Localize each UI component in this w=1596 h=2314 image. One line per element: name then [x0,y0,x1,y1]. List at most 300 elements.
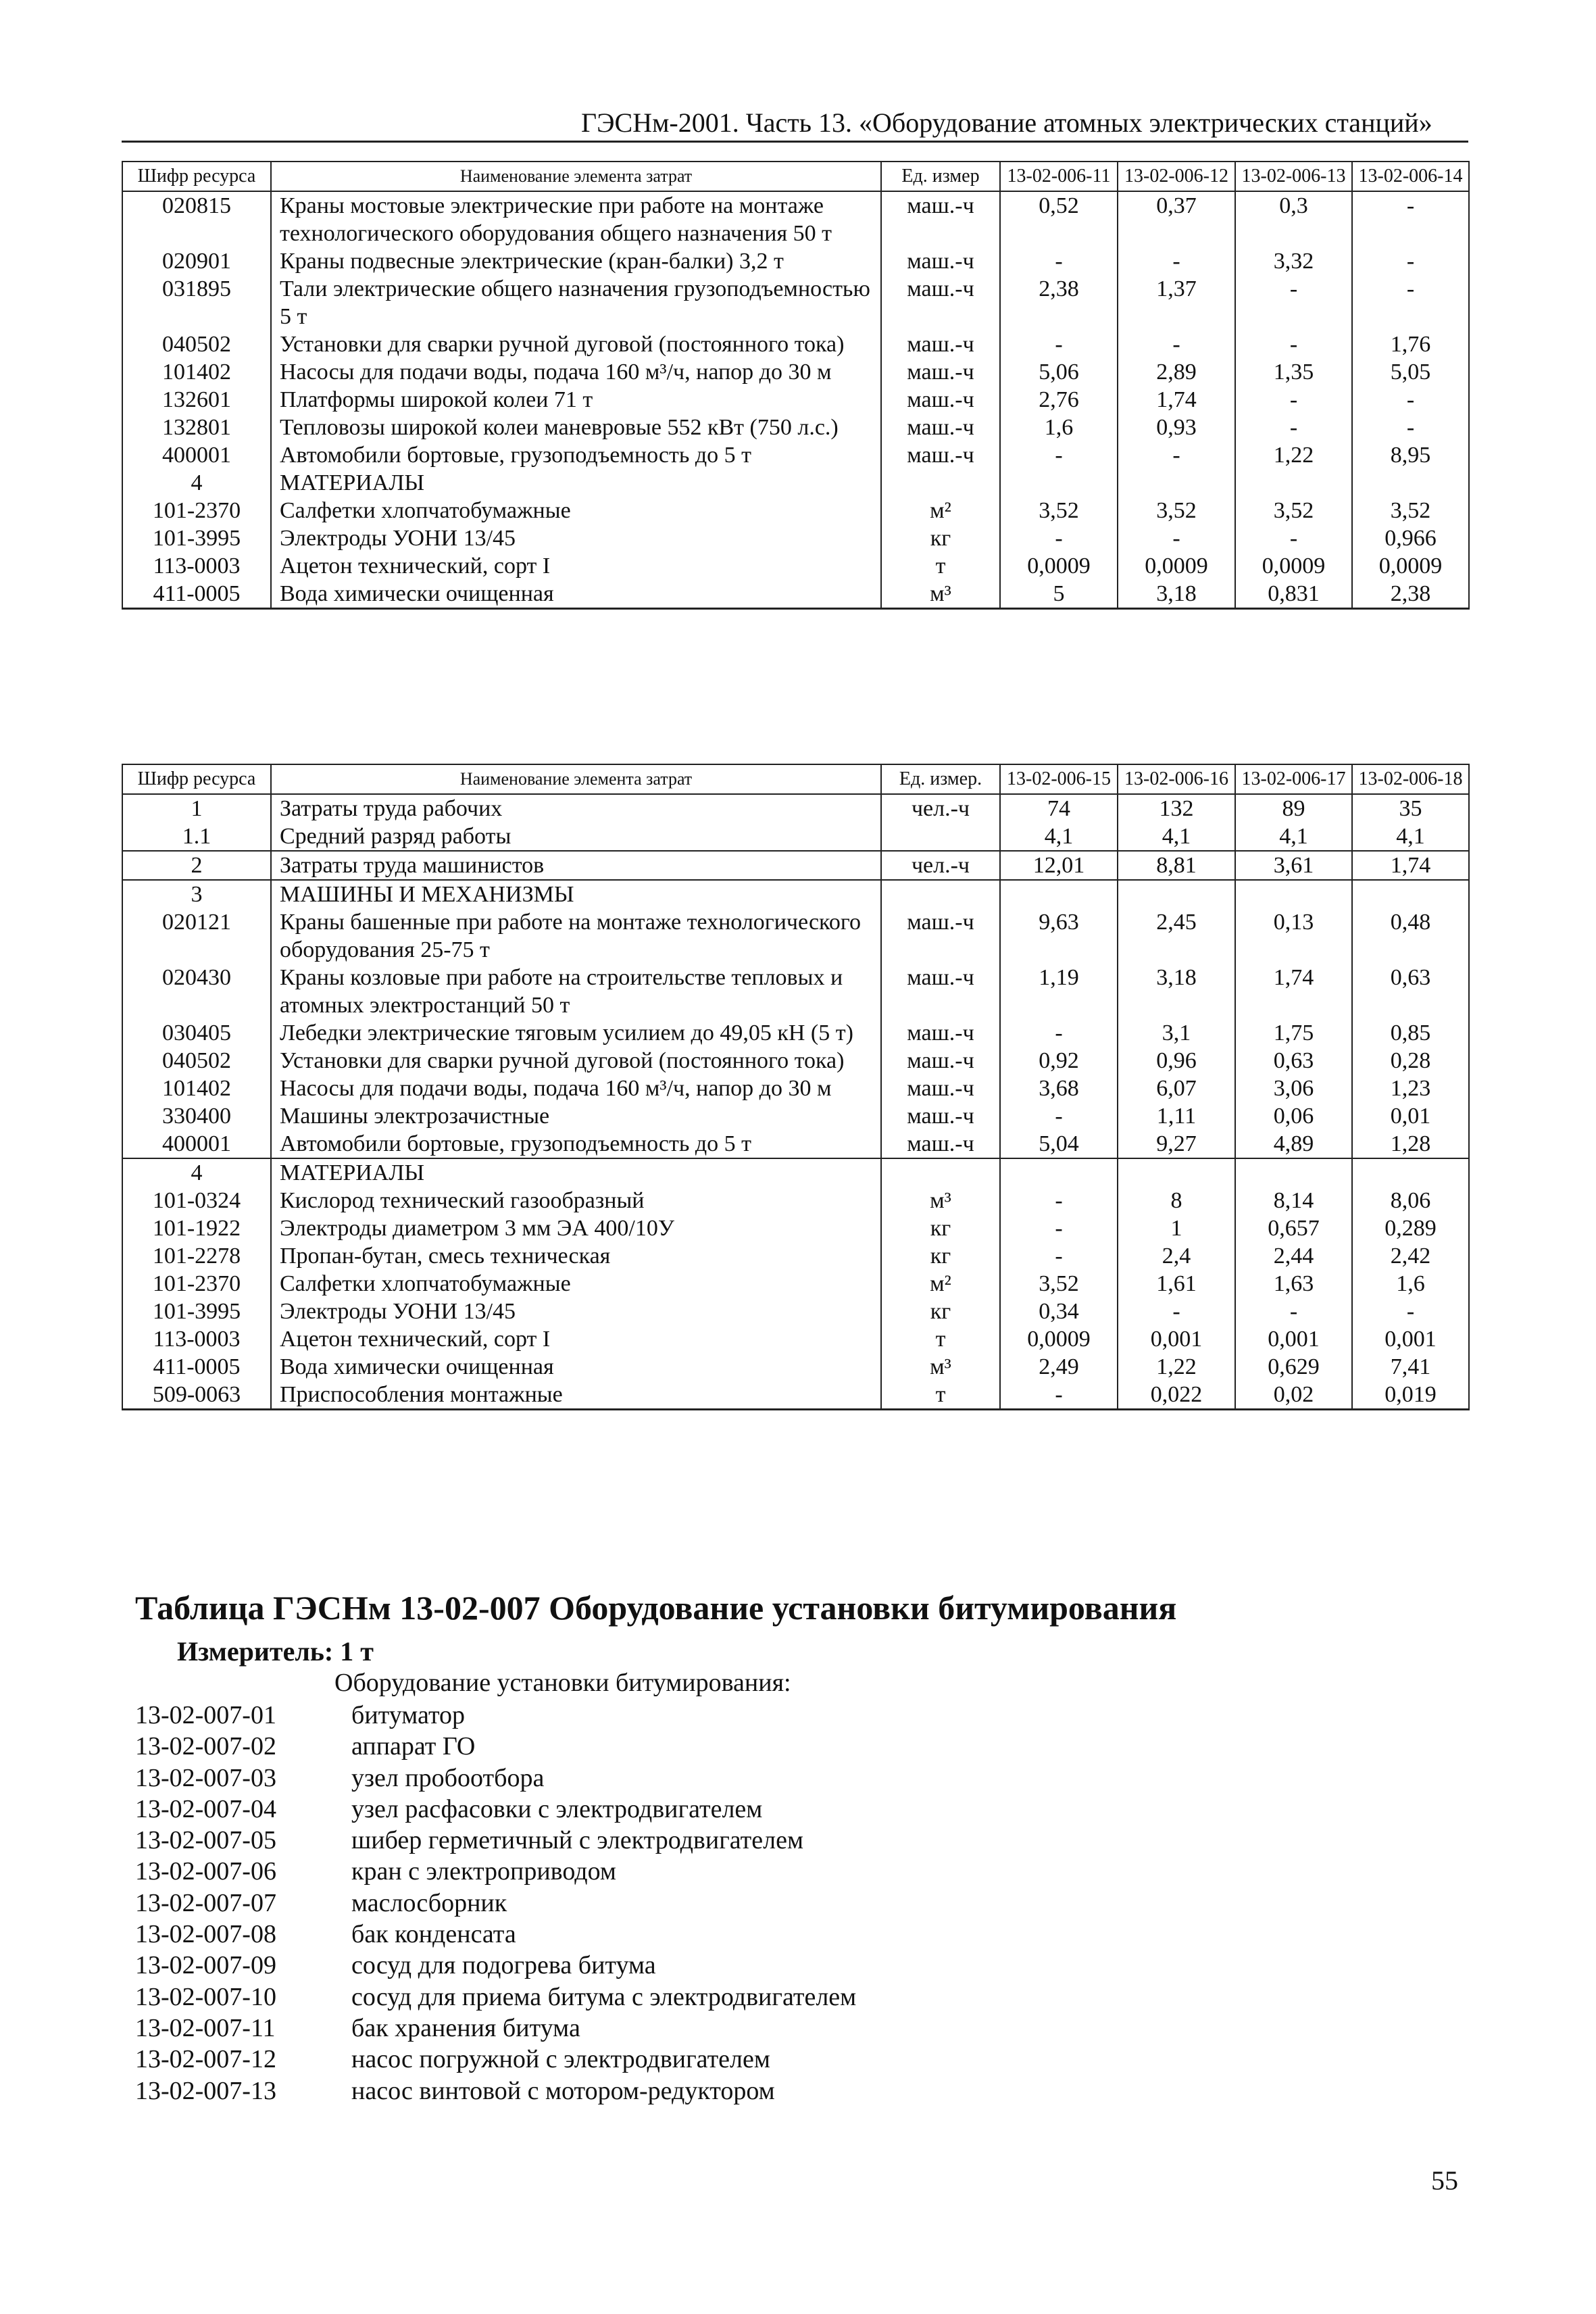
norm-value: 8,81 [1118,851,1235,880]
section-row [122,1158,1469,1187]
resource-unit: маш.-ч [881,908,1000,964]
table-row [122,1047,1469,1075]
item-text: насос погружной с электродвигателем [351,2045,770,2074]
item-code: 13-02-007-09 [135,1951,276,1980]
norm-value: 0,92 [1000,1047,1118,1075]
table-row [122,1353,1469,1381]
norm-value: 3,18 [1118,964,1235,1019]
norm-value: 132 [1118,794,1235,822]
norm-value [1118,1158,1235,1187]
norm-value: 1,74 [1118,386,1235,414]
header-col: 13-02-006-14 [1352,162,1469,191]
resource-unit: маш.-ч [881,386,1000,414]
list-item [135,2044,856,2075]
norm-value: - [1352,386,1469,414]
header-col: 13-02-006-11 [1000,162,1118,191]
section-row [122,880,1469,908]
norm-value: 1,22 [1118,1353,1235,1381]
resource-code: 113-0003 [122,552,271,580]
list-item [135,1700,856,1731]
list-item [135,1763,856,1794]
resource-name: Машины электрозачистные [271,1102,881,1130]
resource-code: 020430 [122,964,271,1019]
header-col: 13-02-006-18 [1352,764,1469,794]
resource-unit: маш.-ч [881,1047,1000,1075]
resource-name: Тепловозы широкой колеи маневровые 552 кВт (750 л.с.) [271,414,881,441]
norm-value: 0,85 [1352,1019,1469,1047]
resource-code: 132601 [122,386,271,414]
norm-value: - [1000,1242,1118,1270]
norm-value: 0,48 [1352,908,1469,964]
norm-value [1235,1158,1352,1187]
resource-name: Краны козловые при работе на строительстве тепловых и атомных электростанций 50 т [271,964,881,1019]
norm-value: 0,022 [1118,1381,1235,1410]
resource-code: 020901 [122,247,271,275]
header-code: Шифр ресурса [122,764,271,794]
norm-value: - [1352,414,1469,441]
norm-value: 1,76 [1352,330,1469,358]
resource-code: 400001 [122,441,271,469]
resource-code: 411-0005 [122,580,271,609]
table-row [122,497,1469,524]
equipment-list [135,1700,856,2107]
norm-value: 0,3 [1235,191,1352,247]
resource-code: 101402 [122,1075,271,1102]
norm-value: 0,001 [1352,1325,1469,1353]
table-row [122,794,1469,822]
resource-name: Электроды диаметром 3 мм ЭА 400/10У [271,1214,881,1242]
norm-value: - [1000,247,1118,275]
norm-value: 4,1 [1000,822,1118,851]
norm-value: - [1352,275,1469,330]
norm-value: - [1118,247,1235,275]
norm-value: - [1000,1019,1118,1047]
section-row [122,469,1469,497]
norm-value: 2,89 [1118,358,1235,386]
resource-name: Платформы широкой колеи 71 т [271,386,881,414]
item-code: 13-02-007-02 [135,1732,276,1761]
norm-value: - [1352,191,1469,247]
item-text: узел расфасовки с электродвигателем [351,1794,763,1823]
item-text: аппарат ГО [351,1732,476,1761]
resource-code: 132801 [122,414,271,441]
norm-value: - [1235,275,1352,330]
resource-unit: т [881,1381,1000,1410]
resource-code: 101-2278 [122,1242,271,1270]
resource-code: 031895 [122,275,271,330]
resource-unit: т [881,1325,1000,1353]
resource-unit [881,822,1000,851]
resource-unit: маш.-ч [881,275,1000,330]
resource-code: 509-0063 [122,1381,271,1410]
resource-name: Затраты труда машинистов [271,851,881,880]
header-name: Наименование элемента затрат [271,764,881,794]
resource-name: Краны мостовые электрические при работе на монтаже технологического оборудования общего назначения 50 т [271,191,881,247]
table-header-row [122,162,1469,191]
norm-value: 5 [1000,580,1118,609]
norm-value: 4,1 [1235,822,1352,851]
norm-value: 0,06 [1235,1102,1352,1130]
resource-name: Краны подвесные электрические (кран-балки) 3,2 т [271,247,881,275]
resource-code: 040502 [122,330,271,358]
norm-value: - [1118,330,1235,358]
norm-value: - [1118,441,1235,469]
item-text: битуматор [351,1701,466,1729]
resource-name: Тали электрические общего назначения грузоподъемностью 5 т [271,275,881,330]
list-item [135,1950,856,1981]
norm-value: 1,74 [1352,851,1469,880]
resource-code: 3 [122,880,271,908]
norm-value [1000,1158,1118,1187]
resource-name: Вода химически очищенная [271,1353,881,1381]
resource-unit: маш.-ч [881,441,1000,469]
resource-unit: маш.-ч [881,1019,1000,1047]
norm-value: 2,76 [1000,386,1118,414]
norm-value: 9,27 [1118,1130,1235,1158]
norm-value: 5,04 [1000,1130,1118,1158]
resource-name: Вода химически очищенная [271,580,881,609]
table-row [122,1298,1469,1325]
resource-name: МАТЕРИАЛЫ [271,469,881,497]
norm-value: 3,68 [1000,1075,1118,1102]
norm-value: 0,02 [1235,1381,1352,1410]
header-rule [122,141,1468,143]
norm-value: 0,629 [1235,1353,1352,1381]
resource-code: 101-2370 [122,1270,271,1298]
resource-name: Ацетон технический, сорт I [271,552,881,580]
resource-name: МАШИНЫ И МЕХАНИЗМЫ [271,880,881,908]
resource-name: Автомобили бортовые, грузоподъемность до 5 т [271,441,881,469]
table-row [122,247,1469,275]
norm-value: - [1000,1381,1118,1410]
item-text: кран с электроприводом [351,1857,616,1886]
table-row [122,1214,1469,1242]
resource-code: 411-0005 [122,1353,271,1381]
resource-unit [881,880,1000,908]
table-row [122,908,1469,964]
norm-value: 0,28 [1352,1047,1469,1075]
resource-name: МАТЕРИАЛЫ [271,1158,881,1187]
item-text: сосуд для подогрева битума [351,1951,656,1980]
item-code: 13-02-007-11 [135,2013,276,2042]
resource-code: 113-0003 [122,1325,271,1353]
norm-value: 0,289 [1352,1214,1469,1242]
header-unit: Ед. измер. [881,764,1000,794]
norm-value: 0,13 [1235,908,1352,964]
resource-code: 1.1 [122,822,271,851]
resource-code: 4 [122,1158,271,1187]
resource-code: 101402 [122,358,271,386]
norm-value: 0,657 [1235,1214,1352,1242]
item-text: шибер герметичный с электродвигателем [351,1826,804,1855]
norm-value: 2,42 [1352,1242,1469,1270]
resource-name: Пропан-бутан, смесь техническая [271,1242,881,1270]
resource-code: 101-0324 [122,1187,271,1214]
resource-unit: м³ [881,1353,1000,1381]
resource-name: Ацетон технический, сорт I [271,1325,881,1353]
item-code: 13-02-007-05 [135,1826,276,1855]
table-header-row [122,764,1469,794]
norm-value: 3,32 [1235,247,1352,275]
resource-unit: маш.-ч [881,358,1000,386]
norm-value: 0,01 [1352,1102,1469,1130]
resource-unit: маш.-ч [881,330,1000,358]
table-row [122,414,1469,441]
norm-value: 5,06 [1000,358,1118,386]
norm-value: 4,1 [1352,822,1469,851]
norm-value: - [1235,524,1352,552]
header-name: Наименование элемента затрат [271,162,881,191]
norm-value: 8,14 [1235,1187,1352,1214]
resource-unit: кг [881,1298,1000,1325]
norm-value: 12,01 [1000,851,1118,880]
norm-value: 0,0009 [1000,552,1118,580]
norm-value [1000,880,1118,908]
table-row [122,1325,1469,1353]
item-code: 13-02-007-12 [135,2045,276,2074]
resource-code: 020121 [122,908,271,964]
table-row [122,358,1469,386]
norm-value [1235,880,1352,908]
item-text: сосуд для приема битума с электродвигателем [351,1982,857,2011]
norm-value: 0,96 [1118,1047,1235,1075]
norm-value: 8,95 [1352,441,1469,469]
resource-table-006-11-14 [122,161,1470,610]
norm-value: 2,4 [1118,1242,1235,1270]
norm-value: 3,52 [1000,497,1118,524]
resource-code: 2 [122,851,271,880]
norm-value: - [1000,330,1118,358]
norm-value: 35 [1352,794,1469,822]
table-row [122,524,1469,552]
header-col: 13-02-006-13 [1235,162,1352,191]
item-text: насос винтовой с мотором-редуктором [351,2076,775,2105]
table-row [122,191,1469,247]
table-row [122,1242,1469,1270]
item-text: узел пробоотбора [351,1763,545,1792]
resource-name: Электроды УОНИ 13/45 [271,524,881,552]
table-row [122,851,1469,880]
norm-value: 0,0009 [1235,552,1352,580]
item-text: бак хранения битума [351,2013,580,2042]
norm-value: 74 [1000,794,1118,822]
item-code: 13-02-007-04 [135,1794,276,1823]
resource-unit [881,469,1000,497]
norm-value: - [1000,1102,1118,1130]
resource-unit: кг [881,524,1000,552]
resource-unit: маш.-ч [881,1075,1000,1102]
resource-name: Кислород технический газообразный [271,1187,881,1214]
resource-code: 101-1922 [122,1214,271,1242]
resource-name: Установки для сварки ручной дуговой (постоянного тока) [271,1047,881,1075]
resource-name: Лебедки электрические тяговым усилием до 49,05 кН (5 т) [271,1019,881,1047]
norm-value: - [1235,414,1352,441]
norm-value: 0,63 [1352,964,1469,1019]
table-row [122,441,1469,469]
norm-value: 0,001 [1118,1325,1235,1353]
header-col: 13-02-006-16 [1118,764,1235,794]
list-item [135,1731,856,1762]
norm-value: 1 [1118,1214,1235,1242]
norm-value: 0,0009 [1000,1325,1118,1353]
norm-value [1118,469,1235,497]
resource-unit: кг [881,1242,1000,1270]
norm-value: 0,966 [1352,524,1469,552]
norm-value: 1,28 [1352,1130,1469,1158]
item-text: маслосборник [351,1888,507,1917]
table-row [122,1075,1469,1102]
norm-value: 0,34 [1000,1298,1118,1325]
list-item [135,2075,856,2107]
list-item [135,1856,856,1887]
norm-value [1352,880,1469,908]
item-text: бак конденсата [351,1920,516,1949]
norm-value [1235,469,1352,497]
table-intro: Оборудование установки битумирования: [334,1669,791,1697]
norm-value: - [1352,247,1469,275]
norm-value: 1,6 [1352,1270,1469,1298]
norm-value: - [1000,1187,1118,1214]
page-number: 55 [1431,2165,1458,2196]
resource-code: 101-3995 [122,1298,271,1325]
table-row [122,1270,1469,1298]
norm-value: 4,89 [1235,1130,1352,1158]
norm-value: 1,61 [1118,1270,1235,1298]
resource-unit: маш.-ч [881,964,1000,1019]
list-item [135,2013,856,2044]
resource-code: 101-2370 [122,497,271,524]
resource-name: Насосы для подачи воды, подача 160 м³/ч, напор до 30 м [271,1075,881,1102]
norm-value: - [1235,330,1352,358]
item-code: 13-02-007-10 [135,1982,276,2011]
norm-value: - [1235,386,1352,414]
resource-code: 020815 [122,191,271,247]
item-code: 13-02-007-08 [135,1920,276,1949]
norm-value: 6,07 [1118,1075,1235,1102]
item-code: 13-02-007-01 [135,1701,276,1729]
norm-value: 1,22 [1235,441,1352,469]
norm-value: 0,52 [1000,191,1118,247]
norm-value: - [1118,1298,1235,1325]
table-row [122,580,1469,609]
norm-value: 3,52 [1352,497,1469,524]
resource-name: Затраты труда рабочих [271,794,881,822]
item-code: 13-02-007-03 [135,1763,276,1792]
norm-value: 3,18 [1118,580,1235,609]
norm-value: 0,93 [1118,414,1235,441]
list-item [135,1919,856,1950]
norm-value: 9,63 [1000,908,1118,964]
resource-unit: т [881,552,1000,580]
norm-value: 0,831 [1235,580,1352,609]
header-col: 13-02-006-15 [1000,764,1118,794]
norm-value: 2,44 [1235,1242,1352,1270]
norm-value: 1,23 [1352,1075,1469,1102]
norm-value [1352,1158,1469,1187]
norm-value: 1,19 [1000,964,1118,1019]
norm-value: 1,75 [1235,1019,1352,1047]
list-item [135,1794,856,1825]
table-row [122,1381,1469,1410]
resource-unit: м³ [881,1187,1000,1214]
norm-value: - [1118,524,1235,552]
header-unit: Ед. измер [881,162,1000,191]
resource-unit: маш.-ч [881,247,1000,275]
resource-unit: м² [881,1270,1000,1298]
item-code: 13-02-007-07 [135,1888,276,1917]
norm-value: 1,35 [1235,358,1352,386]
norm-value: 4,1 [1118,822,1235,851]
resource-name: Электроды УОНИ 13/45 [271,1298,881,1325]
norm-value: 3,52 [1118,497,1235,524]
norm-value: - [1000,524,1118,552]
resource-unit: маш.-ч [881,414,1000,441]
resource-unit: м³ [881,580,1000,609]
norm-value: 0,0009 [1352,552,1469,580]
resource-name: Краны башенные при работе на монтаже технологического оборудования 25-75 т [271,908,881,964]
norm-value: 3,52 [1235,497,1352,524]
norm-value: 1,74 [1235,964,1352,1019]
norm-value: 1,11 [1118,1102,1235,1130]
resource-unit: чел.-ч [881,794,1000,822]
norm-value: - [1352,1298,1469,1325]
header-col: 13-02-006-17 [1235,764,1352,794]
norm-value: 1,63 [1235,1270,1352,1298]
norm-value: - [1000,441,1118,469]
resource-unit: маш.-ч [881,191,1000,247]
norm-value: 3,61 [1235,851,1352,880]
norm-value: 3,1 [1118,1019,1235,1047]
norm-value: - [1235,1298,1352,1325]
table-row [122,275,1469,330]
table-row [122,1019,1469,1047]
resource-unit [881,1158,1000,1187]
norm-value: 89 [1235,794,1352,822]
header-code: Шифр ресурса [122,162,271,191]
table-row [122,822,1469,851]
norm-value: 2,45 [1118,908,1235,964]
table-row [122,552,1469,580]
resource-code: 330400 [122,1102,271,1130]
resource-name: Средний разряд работы [271,822,881,851]
resource-unit: м² [881,497,1000,524]
norm-value: 0,001 [1235,1325,1352,1353]
list-item [135,1981,856,2013]
running-header: ГЭСНм-2001. Часть 13. «Оборудование атомных электрических станций» [581,107,1432,138]
item-code: 13-02-007-06 [135,1857,276,1886]
item-code: 13-02-007-13 [135,2076,276,2105]
table-row [122,1130,1469,1158]
norm-value: 2,38 [1000,275,1118,330]
table-row [122,964,1469,1019]
table-row [122,330,1469,358]
norm-value: 0,019 [1352,1381,1469,1410]
norm-value: 1,6 [1000,414,1118,441]
norm-value: 0,0009 [1118,552,1235,580]
resource-unit: чел.-ч [881,851,1000,880]
list-item [135,1825,856,1856]
norm-value: 2,49 [1000,1353,1118,1381]
norm-value: 8,06 [1352,1187,1469,1214]
resource-name: Автомобили бортовые, грузоподъемность до 5 т [271,1130,881,1158]
norm-value: 0,63 [1235,1047,1352,1075]
resource-code: 400001 [122,1130,271,1158]
norm-value [1000,469,1118,497]
norm-value: 0,37 [1118,191,1235,247]
norm-value: 7,41 [1352,1353,1469,1381]
resource-name: Салфетки хлопчатобумажные [271,1270,881,1298]
table-row [122,1102,1469,1130]
